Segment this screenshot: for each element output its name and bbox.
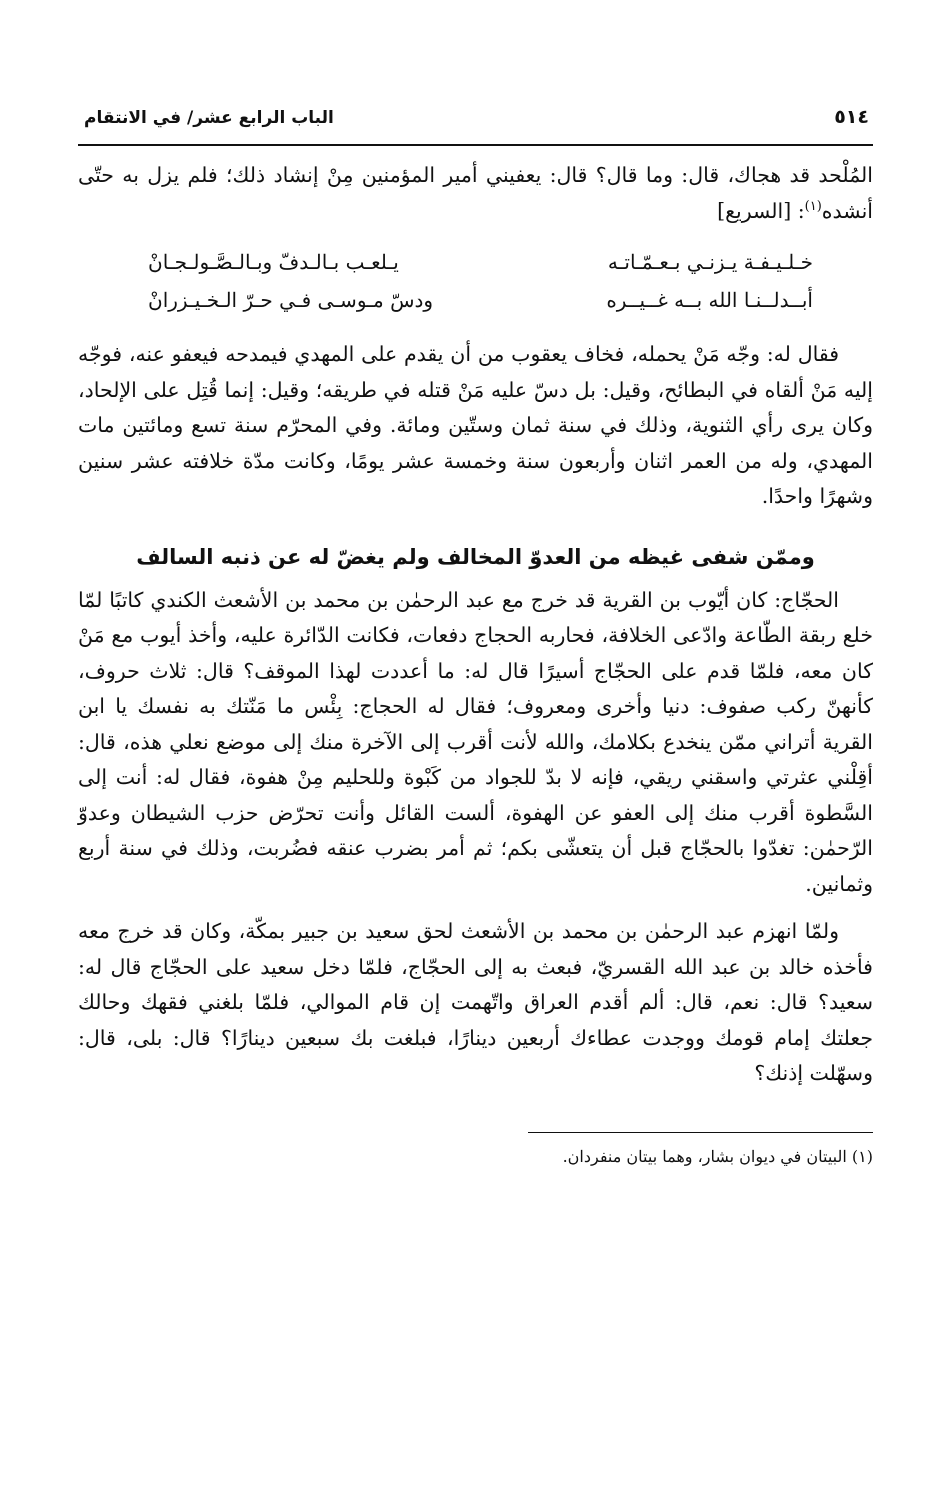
- meter-label: : [السريع]: [717, 198, 805, 223]
- running-header: [78, 98, 873, 144]
- chapter-title: الباب الرابع عشر/ في الانتقام: [84, 108, 334, 128]
- paragraph-1-text: المُلْحد قد هجاك، قال: وما قال؟ قال: يعفيني أمير المؤمنين مِنْ إنشاد ذلك؛ فلم يزل به حتّى أنشده: [78, 163, 873, 223]
- footnote: [78, 1143, 873, 1171]
- section-heading: وممّن شفى غيظه من العدوّ المخالف ولم يغضّ له عن ذنبه السالف: [136, 544, 815, 569]
- footnote-rule: [528, 1132, 873, 1133]
- paragraph-gap: [78, 902, 873, 914]
- page-number: ٥١٤: [834, 106, 869, 128]
- verse-2-second-hemistich: ودسّ مـوسـى فـي حـرّ الـخـيـزرانْ: [148, 288, 434, 312]
- paragraph-1: [78, 158, 873, 229]
- footnote-text: البيتان في ديوان بشار، وهما بيتان منفردان.: [562, 1146, 847, 1166]
- verse-1-second-hemistich: يـلعـب بـالـدفّ وبـالـصَّـولـجـانْ: [148, 250, 399, 274]
- footnote-marker: (١): [851, 1146, 873, 1166]
- verse-1-first-hemistich: خـلـيـفـة يـزنـي بـعـمّـاتـه: [607, 250, 813, 274]
- footnote-reference: (١): [804, 198, 822, 214]
- paragraph-3: الحجّاج: كان أيّوب بن القرية قد خرج مع عبد الرحمٰن بن محمد بن الأشعث الكندي كاتبًا لمّا خلع ربقة الطّاعة وادّعى الخلافة، فحاربه الحجاج دفعات، فكانت الدّائرة عليه، وأخذ أيوب مع مَنْ كان معه، فلمّا قدم على الحجّاج أسيرًا قال له: ما أعددت لهذا الموقف؟ قال: ثلاث حروف، كأنهنّ ركب صفوف: دنيا وأخرى ومعروف؛ فقال له الحجاج: بِئْس ما مَنّتك به نفسك يا ابن القرية أتراني ممّن ينخدع بكلامك، والله لأنت أقرب إلى الآخرة منك إلى موضع نعلي هذه، قال: أقِلْني عثرتي واسقني ريقي، فإنه لا بدّ للجواد من كَبْوة وللحليم مِنْ هفوة، فقال له: أنت إلى السَّطوة أقرب منك إلى العفو عن الهفوة، ألست القائل وأنت تحرّض حزب الشيطان وعدوّ الرّحمٰن: تغدّوا بالحجّاج قبل أن يتعشّى بكم؛ ثم أمر بضرب عنقه فضُربت، وذلك في سنة أربع وثمانين.: [78, 587, 873, 896]
- poem-verses: [78, 243, 873, 319]
- verse-2-first-hemistich: أبــدلــنـا الله بــه غــيــره: [606, 288, 813, 312]
- verse-line-2: [78, 281, 873, 319]
- header-rule: [78, 144, 873, 146]
- verse-line-1: [78, 243, 873, 281]
- paragraph-4: ولمّا انهزم عبد الرحمٰن بن محمد بن الأشعث لحق سعيد بن جبير بمكّة، وكان قد خرج معه فأخذه خالد بن عبد الله القسريّ، فبعث به إلى الحجّاج، فلمّا دخل سعيد على الحجّاج قال له: سعيد؟ قال: نعم، قال: ألم أقدم العراق واتّهمت إن قام الموالي، فلمّا بلغني فقهك وحالك جعلتك إمام قومك ووجدت عطاءك أربعين دينارًا، فبلغت بك سبعين دينارًا؟ قال: بلى، قال: وسهّلت إذنك؟: [78, 919, 873, 1085]
- book-page: [78, 98, 873, 1171]
- paragraph-2: فقال له: وجّه مَنْ يحمله، فخاف يعقوب من أن يقدم على المهدي فيمدحه فيعفو عنه، فوجّه إليه مَنْ ألقاه في البطائح، وقيل: بل دسّ عليه مَنْ قتله في طريقه؛ وقيل: إنما قُتِل على الإلحاد، وكان يرى رأي الثنوية، وذلك في سنة ثمان وستّين ومائة. وفي المحرّم سنة تسع ومائتين مات المهدي، وله من العمر اثنان وأربعون سنة وخمسة عشر يومًا، وكانت مدّة خلافته عشر سنين وشهرًا واحدًا.: [78, 342, 873, 508]
